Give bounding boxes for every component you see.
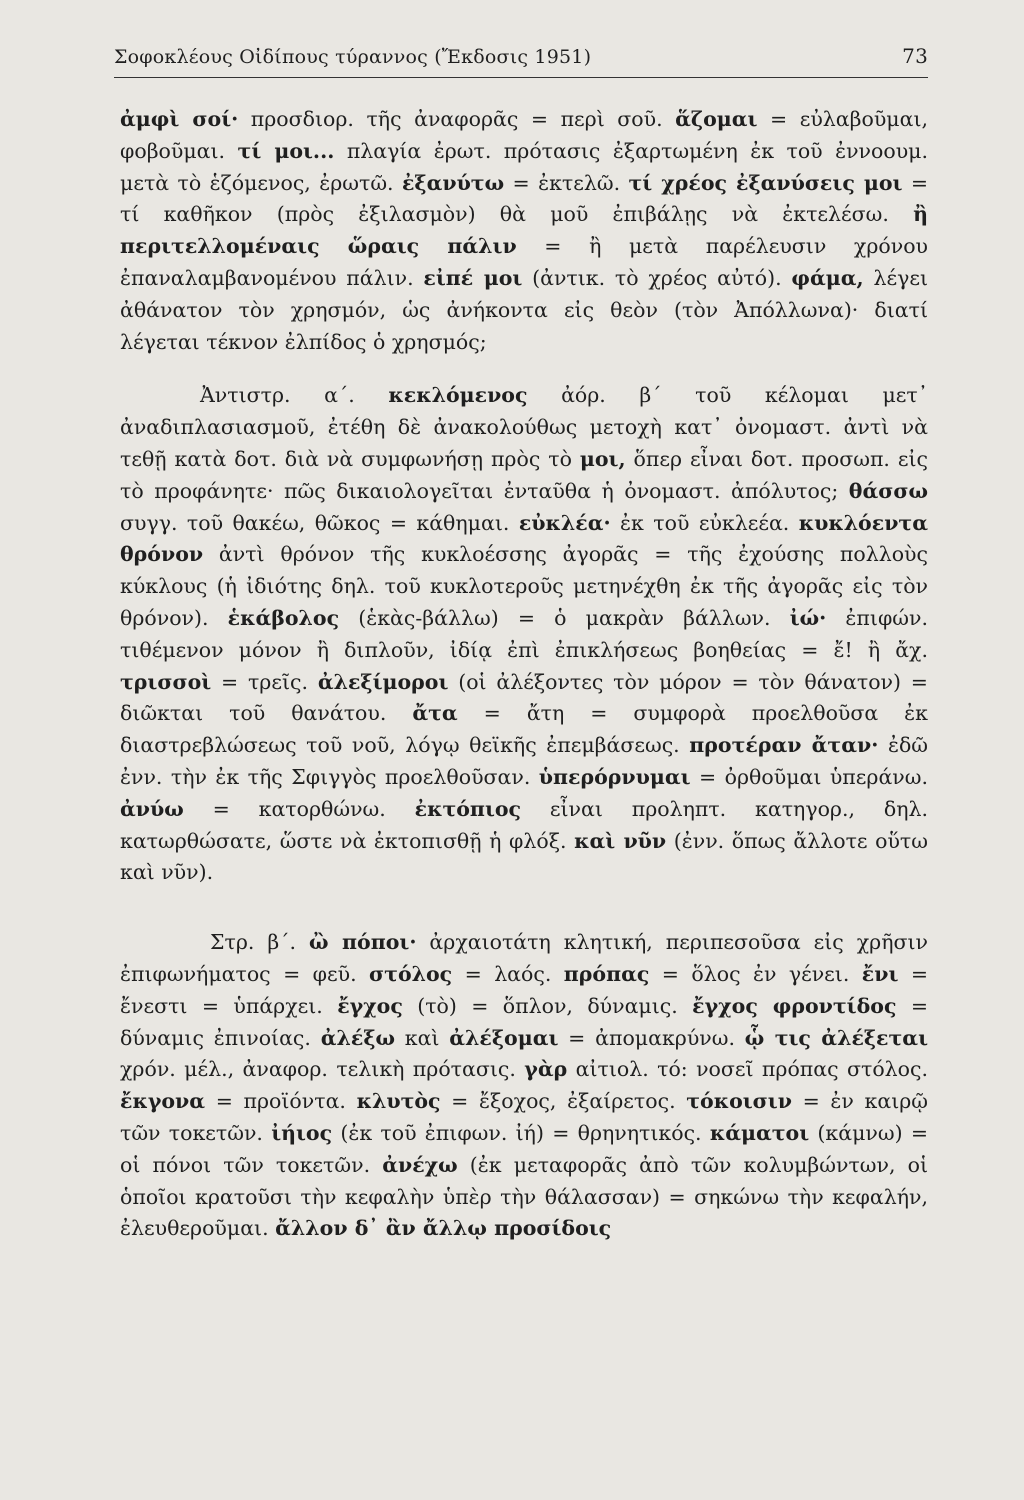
commentary-text: καὶ: [395, 1025, 450, 1050]
headword: ἀμφὶ σοί·: [120, 107, 239, 131]
headword: ἀνέχω: [382, 1152, 458, 1177]
headword: πρόπας: [563, 961, 650, 986]
headword: ἀλεξίμοροι: [317, 669, 449, 694]
headword: τρισσοὶ: [120, 669, 212, 694]
commentary-text: = ἄτη = συμφορὰ προελθοῦσα ἐκ διαστρεβλώσεως τοῦ νοῦ, λόγῳ θεϊκῆς ἐπεμβάσεως.: [120, 701, 928, 758]
commentary-text: Ἀντιστρ. α΄.: [200, 383, 389, 408]
running-title: Σοφοκλέους Οἰδίπους τύραννος (Ἔκδοσις 1951): [114, 46, 592, 68]
commentary-text: (ἀντικ. τὸ χρέος αὐτό).: [522, 265, 792, 290]
commentary-text: εἶναι προληπτ. κατηγορ., δηλ. κατωρθώσατε, ὥστε νὰ ἐκτοπισθῇ ἡ φλόξ.: [120, 796, 928, 853]
commentary-text: = τί καθῆκον (πρὸς ἐξιλασμὸν) θὰ μοῦ ἐπιβάλῃς νὰ ἐκτελέσω.: [120, 170, 929, 227]
commentary-text: = ἀπομακρύνω.: [558, 1025, 745, 1050]
commentary-text: ὅπερ εἶναι δοτ. προσωπ. εἰς τὸ προφάνητε· πῶς δικαιολογεῖται ἐνταῦθα ἡ ὀνομαστ. ἀπόλυτος;: [120, 446, 929, 503]
commentary-text: (ἐκ μεταφορᾶς ἀπὸ τῶν κολυμβώντων, οἱ ὁποῖοι κρατοῦσι τὴν κεφαλὴν ὑπὲρ τὴν θάλασσαν) = σηκώνω τὴν κεφαλήν, ἐλευθεροῦμαι.: [120, 1152, 929, 1241]
commentary-text: = ὅλος ἐν γένει.: [649, 961, 862, 986]
headword: κάματοι: [709, 1120, 810, 1145]
headword: ἄλλον δ᾽ ἂν ἄλλῳ προσίδοις: [275, 1216, 612, 1241]
commentary-text: ἀντὶ θρόνον τῆς κυκλοέσσης ἀγορᾶς = τῆς ἐχούσης πολλοὺς κύκλους (ἡ ἰδιότης δηλ. τοῦ κυκλοτεροῦς μετηνέχθη ἐκ τῆς ἀγορᾶς εἰς τὸν θρόνον).: [120, 542, 928, 630]
headword: ἔγχος: [337, 993, 403, 1018]
headword: θάσσω: [848, 478, 928, 503]
headword: κλυτὸς: [356, 1089, 441, 1114]
paragraph-3: [120, 927, 928, 1245]
commentary-text: ἐκ τοῦ εὐκλεέα.: [610, 510, 799, 535]
page-header: [114, 44, 928, 78]
headword: ὢ πόποι·: [308, 930, 417, 955]
commentary-text: = λαός.: [452, 961, 564, 986]
headword: τί μοι...: [237, 138, 335, 163]
commentary-text: = εὐλαβοῦμαι, φοβοῦμαι.: [120, 107, 928, 163]
headword: ἐκτόπιος: [414, 796, 522, 821]
headword: τί χρέος ἐξανύσεις μοι: [628, 170, 903, 195]
page-number: 73: [902, 44, 928, 68]
headword: ἀλέξομαι: [449, 1025, 559, 1050]
commentary-text: = τρεῖς.: [211, 669, 318, 694]
headword: ἔνι: [861, 961, 899, 986]
commentary-text: ἀρχαιοτάτη κλητική, περιπεσοῦσα εἰς χρῆσιν ἐπιφωνήματος = φεῦ.: [120, 930, 928, 986]
paragraph-2: [120, 380, 928, 889]
commentary-text: λέγει ἀθάνατον τὸν χρησμόν, ὡς ἀνήκοντα εἰς θεὸν (τὸν Ἀπόλλωνα)· διατί λέγεται τέκνον ἐλπίδος ὁ χρησμός;: [120, 265, 928, 354]
headword: ἅζομαι: [675, 107, 758, 131]
headword: κεκλόμενος: [388, 383, 528, 408]
commentary-text: (ἐκ τοῦ ἐπιφων. ἰή) = θρηνητικός.: [332, 1120, 710, 1145]
headword: κυκλόεντα θρόνον: [120, 510, 928, 567]
headword: ᾧ τις ἀλέξεται: [744, 1025, 929, 1050]
headword: εἰπέ μοι: [423, 265, 523, 290]
headword: ἀνύω: [120, 796, 184, 821]
headword: ἀλέξω: [320, 1025, 395, 1050]
commentary-text: (κάμνω) = οἱ πόνοι τῶν τοκετῶν.: [120, 1120, 928, 1177]
commentary-text: = ὀρθοῦμαι ὑπεράνω.: [690, 764, 928, 789]
commentary-text: = ἔξοχος, ἐξαίρετος.: [440, 1089, 687, 1114]
commentary-text: = ἢ μετὰ παρέλευσιν χρόνου ἐπαναλαμβανομένου πάλιν.: [120, 234, 928, 290]
commentary-text: Στρ. β΄.: [210, 930, 309, 955]
headword: ὑπερόρνυμαι: [538, 764, 691, 789]
commentary-text: ἐπιφών. τιθέμενον μόνον ἢ διπλοῦν, ἰδίᾳ ἐπὶ ἐπικλήσεως βοηθείας = ἔ! ἢ ἄχ.: [120, 605, 928, 662]
headword: μοι,: [579, 446, 626, 471]
headword: ἄτα: [412, 701, 458, 726]
headword: ἐξανύτω: [401, 170, 505, 195]
headword: ἰήιος: [271, 1120, 333, 1145]
commentary-text: (ἐνν. ὅπως ἄλλοτε οὕτω καὶ νῦν).: [120, 828, 928, 885]
commentary-text: = ἐν καιρῷ τῶν τοκετῶν.: [120, 1089, 929, 1145]
commentary-text: προσδιορ. τῆς ἀναφορᾶς = περὶ σοῦ.: [238, 107, 676, 131]
commentary-text: = ἐκτελῶ.: [504, 170, 629, 195]
commentary-text: = δύναμις ἐπινοίας.: [120, 993, 928, 1050]
commentary-text: πλαγία ἐρωτ. πρότασις ἐξαρτωμένη ἐκ τοῦ ἐννοουμ. μετὰ τὸ ἑζόμενος, ἐρωτῶ.: [120, 138, 929, 195]
commentary-text: = κατορθώνω.: [183, 796, 415, 821]
headword: εὐκλέα·: [518, 510, 611, 535]
headword: καὶ νῦν: [574, 828, 667, 853]
headword: τόκοισιν: [686, 1089, 792, 1114]
headword: ἰώ·: [789, 605, 827, 630]
headword: στόλος: [369, 961, 453, 986]
commentary-text: συγγ. τοῦ θακέω, θῶκος = κάθημαι.: [120, 510, 519, 535]
commentary-text: ἐδῶ ἐνν. τὴν ἐκ τῆς Σφιγγὸς προελθοῦσαν.: [120, 733, 929, 789]
paragraph-1: [120, 104, 928, 358]
headword: προτέραν ἄταν·: [689, 733, 879, 758]
commentary-text: (ἑκὰς-βάλλω) = ὁ μακρὰν βάλλων.: [339, 605, 790, 630]
commentary-text: (οἱ ἀλέξοντες τὸν μόρον = τὸν θάνατον) = διῶκται τοῦ θανάτου.: [120, 669, 928, 726]
commentary-text: = ἔνεστι = ὑπάρχει.: [120, 961, 929, 1018]
headword: ἔγχος φροντίδος: [692, 993, 897, 1018]
headword: ἔκγονα: [120, 1089, 206, 1114]
commentary-text: = προϊόντα.: [205, 1089, 357, 1114]
headword: ἑκάβολος: [227, 605, 340, 630]
commentary-text: ἀόρ. β΄ τοῦ κέλομαι μετ᾽ ἀναδιπλασιασμοῦ, ἐτέθη δὲ ἀνακολούθως μετοχὴ κατ᾽ ὀνομαστ. ἀντὶ νὰ τεθῇ κατὰ δοτ. διὰ νὰ συμφωνήσῃ πρὸς τὸ: [120, 383, 928, 471]
headword: φάμα,: [791, 265, 864, 290]
commentary-text: χρόν. μέλ., ἀναφορ. τελικὴ πρότασις.: [120, 1057, 525, 1082]
headword: γὰρ: [524, 1057, 568, 1082]
commentary-text: αἰτιολ. τό: νοσεῖ πρόπας στόλος.: [567, 1057, 928, 1082]
headword: ἢ περιτελλομέναις ὥραις πάλιν: [120, 202, 928, 259]
commentary-text: (τὸ) = ὅπλον, δύναμις.: [402, 993, 693, 1018]
